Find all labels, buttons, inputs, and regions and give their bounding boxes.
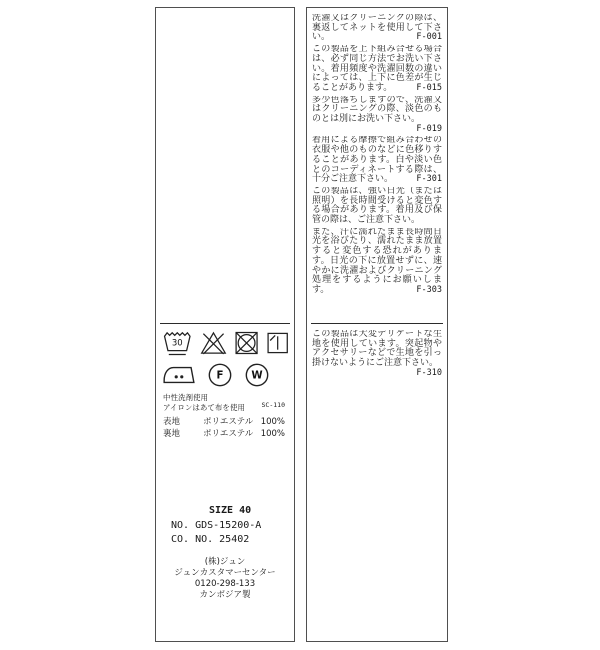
svg-text:30: 30	[171, 337, 183, 348]
size-value: SIZE 40	[209, 505, 252, 516]
composition-percent: 100%	[260, 428, 285, 439]
care-paragraph	[312, 187, 442, 226]
care-text: 洗濯又はクリーニングの際は、裏返してネットを使用して下さい。	[312, 14, 442, 43]
country-of-origin: カンボジア製	[199, 590, 251, 600]
care-code: F-019	[416, 123, 442, 134]
composition-fiber: ポリエステル	[203, 417, 254, 427]
composition-fiber: ポリエステル	[203, 428, 254, 439]
care-code: F-301	[416, 174, 442, 185]
care-code: F-015	[416, 82, 442, 93]
wash-note-detergent: 中性洗剤使用	[163, 393, 208, 402]
care-text: この製品は、強い日光（または照明）を長時間受けると変色する場合があります。着用及び保管の際は、ご注意下さい。	[312, 186, 442, 226]
line-dry-in-shade-icon	[266, 330, 289, 356]
svg-text:W: W	[251, 370, 263, 382]
composition-part: 表地	[163, 417, 181, 427]
care-code: F-310	[416, 367, 442, 378]
maker-customer-center: ジュンカスタマーセンター	[174, 568, 276, 578]
care-paragraph	[312, 330, 442, 379]
wash-notes	[163, 393, 245, 413]
product-number: NO. GDS-15200-A	[171, 519, 262, 531]
maker-phone: 0120-298-133	[194, 579, 256, 589]
care-text: また、汗に濡れたまま長時間日光を浴びたり、濡れたまま放置すると変色する恐れがあります。日光の下に放置せずに、速やかに洗濯およびクリーニング処理をするようにお願いします。	[312, 227, 442, 295]
care-paragraph	[312, 228, 442, 296]
composition-row-outer	[163, 417, 285, 429]
care-symbols	[162, 328, 289, 388]
care-text: 着用による摩擦で組み合わせの衣服や他のものなどに色移りすることがあります。白や淡い色とのコーディネートする際は、十分ご注意下さい。	[312, 136, 442, 185]
composition-row-lining	[163, 429, 285, 441]
iron-with-cloth-icon	[162, 362, 196, 388]
wash-note-iron-cloth: アイロンはあて布を使用	[163, 403, 245, 412]
care-symbols-row-1	[162, 328, 289, 358]
professional-dry-clean-icon	[207, 362, 233, 388]
care-code: F-303	[416, 284, 442, 295]
composition-percent: 100%	[260, 417, 285, 427]
care-paragraph	[312, 14, 442, 43]
delicate-fabric-note	[312, 330, 442, 381]
fabric-composition	[163, 417, 285, 440]
maker-info	[156, 557, 294, 601]
svg-text:F: F	[216, 370, 224, 382]
maker-company: (株)ジュン	[204, 557, 246, 567]
care-instructions-text	[312, 14, 442, 298]
care-symbols-row-2	[162, 362, 289, 388]
do-not-tumble-dry-icon	[234, 329, 259, 357]
care-code: F-001	[416, 32, 442, 43]
do-not-bleach-icon	[200, 329, 227, 357]
composition-part: 裏地	[163, 428, 181, 439]
sc-code: SC-110	[261, 401, 285, 409]
care-text: 多少色落ちしますので、洗濯又はクリーニングの際、淡色のものとは別にお洗い下さい。	[312, 95, 442, 125]
professional-wet-clean-icon	[244, 362, 270, 388]
care-text: この製品は大変デリケートな生地を使用しています。突起物やアクセサリーなどで生地を引っ掛けないようにご注意下さい。	[312, 330, 442, 369]
care-instructions-label	[306, 7, 448, 642]
divider	[311, 323, 443, 324]
wash-30-mild-icon	[162, 328, 193, 358]
divider	[160, 323, 290, 324]
composition-size-label	[155, 7, 295, 642]
care-text: この製品を上下組み合せる場合は、必ず同じ方法でお洗い下さい。着用頻度や洗濯回数の違いによっては、上下に色差が生じることがあります。	[312, 45, 442, 93]
care-paragraph	[312, 96, 442, 135]
care-paragraph	[312, 136, 442, 185]
size-product-block	[171, 504, 261, 548]
company-number: CO. NO. 25402	[171, 534, 250, 545]
care-paragraph	[312, 45, 442, 94]
